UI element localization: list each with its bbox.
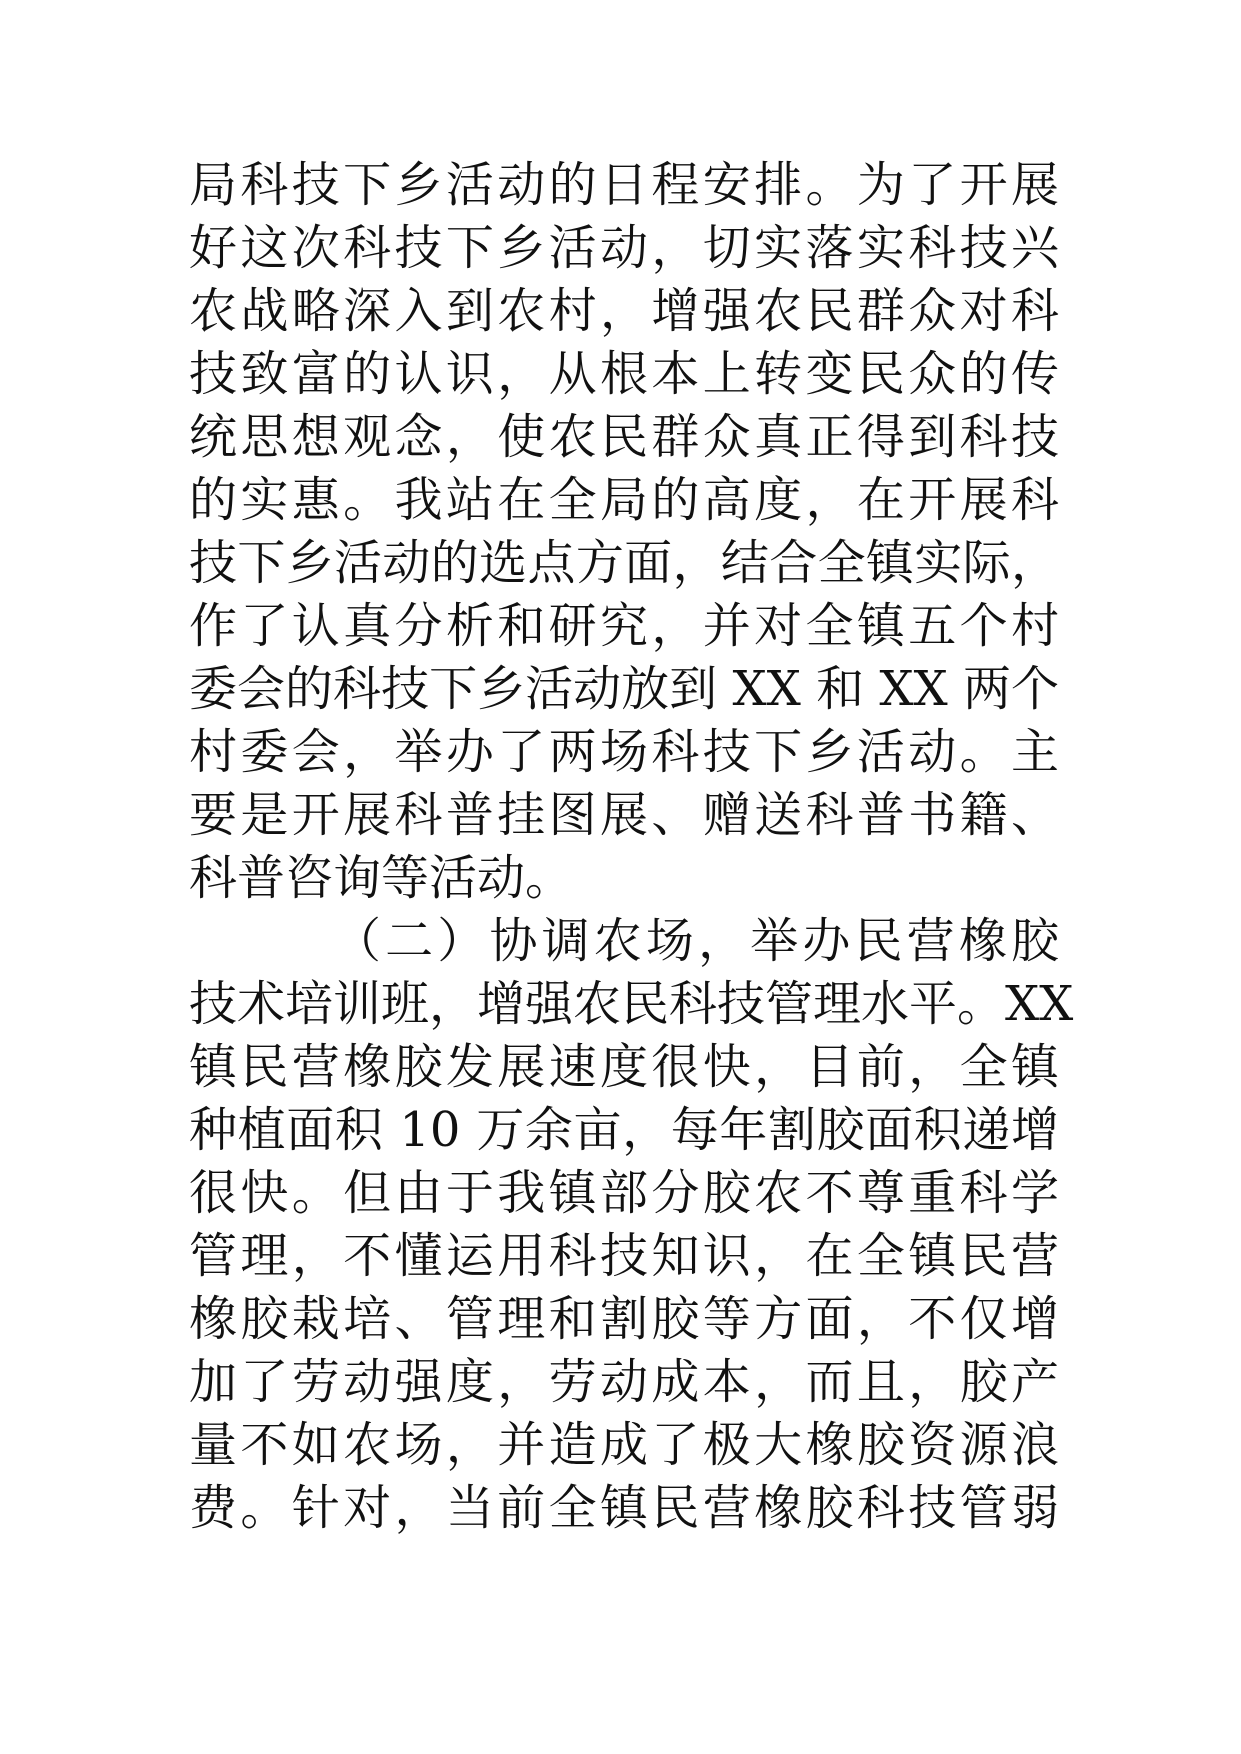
text-line-indented: （二）协调农场，举办民营橡胶 (333, 913, 1059, 969)
text-line: 很快。但由于我镇部分胶农不尊重科学 (189, 1165, 1059, 1221)
text-line: 加了劳动强度，劳动成本，而且，胶产 (189, 1354, 1059, 1410)
text-line: 委会的科技下乡活动放到 XX 和 XX 两个 (189, 661, 1059, 717)
text-line: 费。针对，当前全镇民营橡胶科技管弱 (189, 1480, 1059, 1536)
paragraph-1 (189, 154, 1059, 910)
text-line: 管理，不懂运用科技知识，在全镇民营 (189, 1228, 1059, 1284)
text-line: 橡胶栽培、管理和割胶等方面，不仅增 (189, 1291, 1059, 1347)
paragraph-2 (189, 910, 1074, 1540)
text-line: 作了认真分析和研究，并对全镇五个村 (189, 598, 1059, 654)
text-line: 好这次科技下乡活动，切实落实科技兴 (189, 220, 1059, 276)
text-line: 技致富的认识，从根本上转变民众的传 (189, 346, 1059, 402)
text-line: 量不如农场，并造成了极大橡胶资源浪 (189, 1417, 1059, 1473)
text-line: 镇民营橡胶发展速度很快，目前，全镇 (189, 1039, 1059, 1095)
text-line-last: 科普咨询等活动。 (189, 850, 574, 906)
text-line: 技下乡活动的选点方面，结合全镇实际， (189, 535, 1059, 591)
text-line: 农战略深入到农村，增强农民群众对科 (189, 283, 1059, 339)
text-line: 局科技下乡活动的日程安排。为了开展 (189, 157, 1059, 213)
text-line: 的实惠。我站在全局的高度，在开展科 (189, 472, 1059, 528)
body-text (189, 154, 1074, 1540)
text-line: 统思想观念，使农民群众真正得到科技 (189, 409, 1059, 465)
text-line: 村委会，举办了两场科技下乡活动。主 (189, 724, 1059, 780)
text-line: 要是开展科普挂图展、赠送科普书籍、 (189, 787, 1059, 843)
text-line: 技术培训班，增强农民科技管理水平。XX (189, 976, 1074, 1032)
text-line: 种植面积 10 万余亩，每年割胶面积递增 (189, 1102, 1059, 1158)
